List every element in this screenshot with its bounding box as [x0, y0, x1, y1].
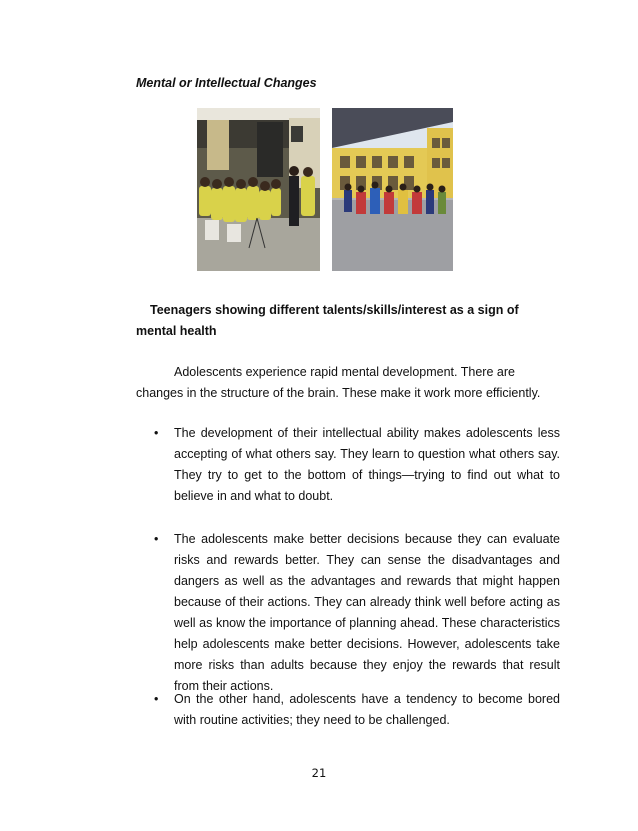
bullet-item-routine-activities: On the other hand, adolescents have a tendency to become bored with routine activities; they need to be challenged. [174, 692, 560, 727]
bullet-marker: • [154, 532, 159, 546]
bullet-item-better-decisions: The adolescents make better decisions because they can evaluate risks and rewards better. They can sense the disadvantages and dangers as well as the advantages and rewards that might happen because of their actions. They can already think well before acting as well as know the importance of planning ahead. These characteristics help adolescents make better decisions. However, adolescents take more risks than adults because they enjoy the rewards that result from their actions. [174, 532, 560, 693]
bullet-marker: • [154, 426, 159, 440]
photo-caption: Teenagers showing different talents/skills/interest as a sign of mental health [136, 303, 519, 338]
bullet-marker: • [154, 692, 159, 706]
choir-performance-photo [197, 108, 320, 271]
intro-paragraph: Adolescents experience rapid mental development. There are changes in the structure of the brain. These make it work more efficiently. [136, 365, 541, 400]
section-title: Mental or Intellectual Changes [136, 76, 317, 90]
folk-dance-photo [332, 108, 453, 271]
bullet-item-intellectual-ability: The development of their intellectual ability makes adolescents less accepting of what others say. They learn to question what others say. They try to get to the bottom of things—trying to find out what to believe in and what to doubt. [174, 426, 560, 503]
page-number: 21 [311, 766, 327, 780]
